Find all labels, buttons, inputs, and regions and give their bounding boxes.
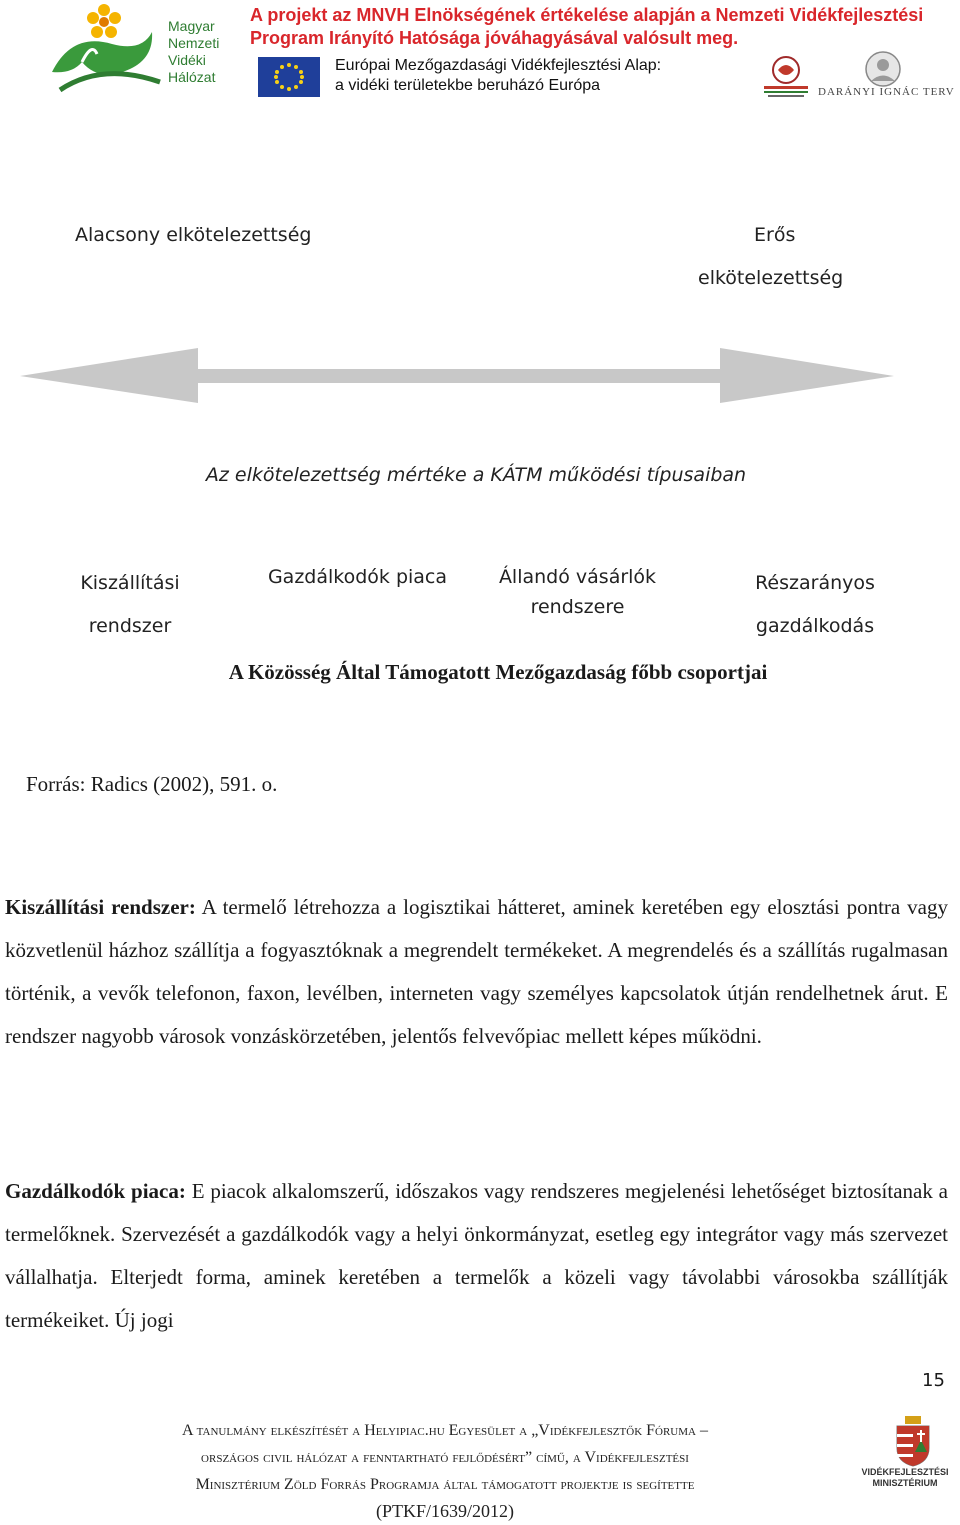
ministry-line: VIDÉKFEJLESZTÉSI [861,1467,949,1477]
paragraph-lead: Gazdálkodók piaca: [5,1179,186,1203]
ministry-line: MINISZTÉRIUM [872,1478,938,1488]
footer-line: országos civil hálózat a fenntartható fejlődésért” című, a Vidékfejlesztési [201,1449,689,1466]
org-name-line: Hálózat [168,69,216,85]
mnvh-name [168,18,219,86]
type-line: gazdálkodás [755,615,875,637]
paragraph-delivery-system [5,886,948,1058]
type-regular-buyers [480,562,675,622]
paragraph-lead: Kiszállítási rendszer: [5,895,196,919]
project-line: Program Irányító Hatósága jóváhagyásával valósult meg. [250,28,739,48]
type-line: Kiszállítási [80,572,180,594]
type-line: rendszere [530,596,625,618]
paragraph-farmers-market [5,1170,948,1342]
diagram-caption-text: Az elkötelezettség mértéke a KÁTM működési típusaiban [205,464,747,486]
org-name-line: Vidéki [168,52,206,68]
type-farmers-market [255,562,460,592]
eu-fund-text [335,56,661,96]
double-arrow-icon [20,345,898,411]
source-note: Forrás: Radics (2002), 591. o. [26,772,278,796]
type-line: Részarányos [755,572,875,594]
paragraph-text: A termelő létrehozza a logisztikai hátteret, aminek keretében egy elosztási pontra vagy közvetlenül házhoz szállítja a fogyasztóknak a megrendelt termékeket. A megrendelés és a szállítás rugalmasan történik, a vevők telefonon, faxon, levélben, interneten vagy személyes kapcsolatok útján rendelhetnek árut. E rendszer nagyobb városok vonzáskörzetében, jelentős felvevőpiac mellett képes működni. [5,895,948,1048]
ministry-name [852,1467,958,1489]
daranyi-portrait-icon [858,50,908,88]
diagram-title: A Közösség Által Támogatott Mezőgazdaság főbb csoportjai [228,660,768,684]
mnvh-logo-icon [42,2,167,94]
type-line: rendszer [88,615,172,637]
footer-credits [40,1417,850,1525]
type-line: Állandó vásárlók [498,566,657,588]
project-statement [250,4,923,50]
footer-line: A tanulmány elkészítését a Helyipiac.hu Egyesület a „Vidékfejlesztők Fóruma – [182,1422,708,1439]
uj-magyarorszag-logo-icon [760,54,812,102]
diagram-caption [0,464,960,486]
eu-line: a vidéki területekbe beruházó Európa [335,77,601,94]
org-name-line: Magyar [168,18,215,34]
paragraph-text: E piacok alkalomszerű, időszakos vagy rendszeres megjelenési lehetőséget biztosítanak a termelőknek. Szervezését a gazdálkodók vagy a helyi önkormányzat, esetleg egy integrátor vagy más szervezet vállalhatja. Elterjedt forma, aminek keretében a termelők a közeli vagy távolabbi városokba szállítják termékeiket. Új jogi [5,1179,948,1332]
low-commitment-label: Alacsony elkötelezettség [75,224,312,246]
type-share-farming [735,562,895,648]
eu-line: Európai Mezőgazdasági Vidékfejlesztési Alap: [335,57,662,74]
footer-line: (PTKF/1639/2012) [375,1501,514,1521]
org-name-line: Nemzeti [168,35,220,51]
daranyi-text: DARÁNYI IGNÁC TERV [818,86,955,98]
hungarian-coat-of-arms-icon [893,1416,933,1468]
project-line: A projekt az MNVH Elnökségének értékelése alapján a Nemzeti Vidékfejlesztési [250,5,924,25]
strong-commitment-label-line2: elkötelezettség [698,267,844,289]
footer-line: Minisztérium Zöld Forrás Programja által támogatott projektje is segítette [195,1476,695,1493]
strong-commitment-label-line1: Erős [754,224,796,246]
type-line: Gazdálkodók piaca [267,566,448,588]
eu-flag-icon [258,57,320,97]
page-number: 15 [922,1370,945,1391]
type-delivery [60,562,200,648]
